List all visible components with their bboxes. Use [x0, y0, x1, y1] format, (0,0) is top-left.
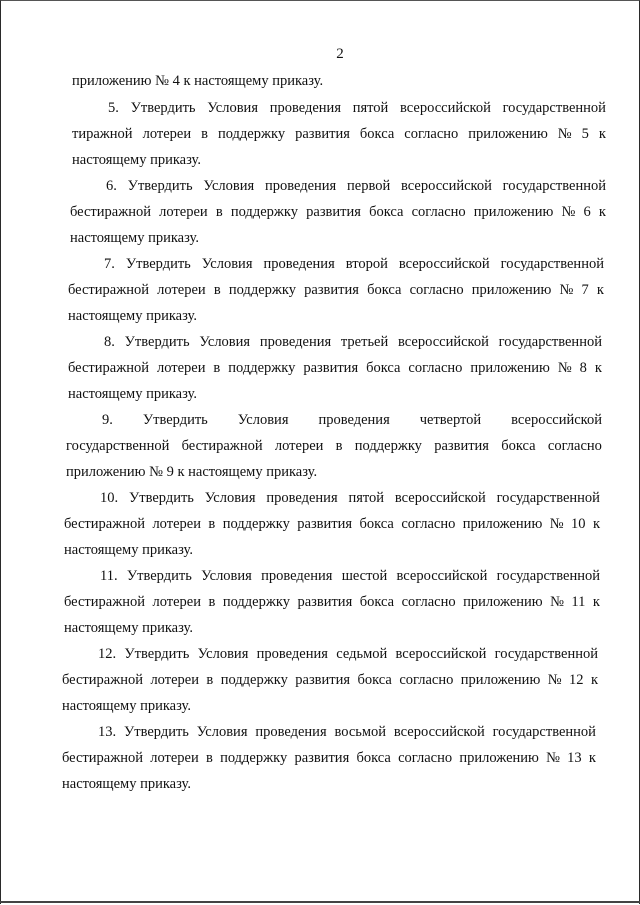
word: всероссийской	[398, 334, 489, 350]
word: Условия	[196, 724, 248, 740]
word: в	[208, 594, 216, 610]
paragraph-line	[64, 563, 600, 589]
paragraph-last-line: настоящему приказу.	[64, 620, 193, 636]
word: лотереи	[152, 594, 201, 610]
word: 12	[569, 672, 584, 688]
intro-line: приложению № 4 к настоящему приказу.	[72, 73, 324, 89]
word: приложению	[459, 750, 539, 766]
word: лотереи	[150, 672, 199, 688]
word: к	[592, 594, 600, 610]
paragraph-line	[66, 433, 602, 459]
word: Утвердить	[130, 100, 196, 116]
word: приложению	[460, 672, 541, 688]
paragraph-line	[72, 95, 606, 121]
word: к	[598, 126, 606, 142]
word: лотереи	[159, 204, 208, 220]
word: бокса	[357, 672, 392, 688]
numbered-paragraph	[64, 563, 600, 641]
word: Условия	[199, 334, 251, 350]
word: бестиражной	[62, 672, 143, 688]
word: проведения	[264, 178, 337, 194]
word: лотереи	[156, 360, 206, 376]
word: 11	[571, 594, 586, 610]
numbered-paragraph	[72, 95, 606, 173]
word: Условия	[204, 490, 256, 506]
word: всероссийской	[394, 490, 486, 506]
word: Условия	[201, 256, 253, 272]
paragraph-number: 11.	[100, 568, 118, 584]
word: 5	[581, 126, 589, 142]
word: бокса	[501, 438, 536, 454]
word: бестиражной	[68, 282, 149, 298]
word: бокса	[356, 750, 391, 766]
numbered-paragraph	[70, 173, 606, 251]
word: согласно	[409, 282, 464, 298]
word: проведения	[269, 100, 341, 116]
word: в	[205, 750, 213, 766]
word: поддержку	[228, 282, 296, 298]
paragraph-line	[62, 745, 596, 771]
word: четвертой	[419, 412, 482, 428]
word: Утвердить	[126, 568, 192, 584]
word: №	[550, 594, 564, 610]
word: проведения	[266, 490, 338, 506]
word: Утвердить	[142, 412, 208, 428]
word: лотереи	[274, 438, 324, 454]
paragraph-last-line: настоящему приказу.	[70, 230, 199, 246]
numbered-paragraph	[64, 485, 600, 563]
word: 6	[583, 204, 591, 220]
word: поддержку	[228, 360, 296, 376]
paragraph-last-line: настоящему приказу.	[64, 542, 193, 558]
paragraph-line	[68, 355, 602, 381]
word: государственной	[502, 100, 606, 116]
word: государственной	[496, 490, 600, 506]
word: шестой	[341, 568, 388, 584]
paragraph-line	[64, 511, 600, 537]
word: Утвердить	[128, 490, 194, 506]
word: 8	[579, 360, 587, 376]
word: всероссийской	[400, 100, 491, 116]
word: Условия	[197, 646, 249, 662]
word: к	[592, 516, 600, 532]
word: согласно	[398, 750, 453, 766]
word: приложению	[462, 516, 543, 532]
paragraph-last-line: настоящему приказу.	[62, 698, 191, 714]
word: к	[598, 204, 606, 220]
word: развития	[297, 516, 353, 532]
word: №	[557, 126, 572, 142]
word: государственной	[502, 178, 606, 194]
word: 10	[571, 516, 586, 532]
numbered-paragraph	[68, 329, 602, 407]
word: всероссийской	[398, 256, 490, 272]
word: развития	[434, 438, 489, 454]
paragraph-line	[62, 641, 598, 667]
paragraph-line	[68, 277, 604, 303]
word: поддержку	[354, 438, 422, 454]
word: пятой	[352, 100, 389, 116]
word: бокса	[367, 282, 402, 298]
word: согласно	[411, 204, 466, 220]
paragraph-number: 6.	[106, 178, 117, 194]
word: №	[559, 282, 574, 298]
word: третьей	[340, 334, 389, 350]
word: Утвердить	[123, 724, 189, 740]
paragraph-last-line: настоящему приказу.	[68, 386, 197, 402]
paragraph-line	[64, 485, 600, 511]
word: приложению	[470, 360, 550, 376]
paragraph-line	[66, 407, 602, 433]
word: согласно	[408, 360, 463, 376]
word: №	[561, 204, 576, 220]
word: всероссийской	[396, 568, 488, 584]
word: развития	[297, 594, 353, 610]
paragraph-number: 10.	[100, 490, 119, 506]
word: в	[213, 282, 221, 298]
word: согласно	[401, 594, 456, 610]
word: второй	[345, 256, 388, 272]
word: Утвердить	[125, 256, 191, 272]
word: государственной	[492, 724, 596, 740]
word: в	[335, 438, 343, 454]
word: лотереи	[142, 126, 192, 142]
word: поддержку	[220, 672, 288, 688]
numbered-paragraph	[66, 407, 602, 485]
paragraph-last-line: настоящему приказу.	[62, 776, 191, 792]
word: государственной	[498, 334, 602, 350]
word: Условия	[207, 100, 258, 116]
word: поддержку	[230, 204, 298, 220]
word: государственной	[500, 256, 604, 272]
word: в	[215, 204, 223, 220]
word: Утвердить	[124, 334, 190, 350]
word: бокса	[359, 516, 394, 532]
word: поддержку	[220, 750, 288, 766]
word: развития	[303, 360, 359, 376]
word: 7	[581, 282, 589, 298]
word: 13	[567, 750, 582, 766]
word: в	[201, 126, 208, 142]
paragraph-last-line: настоящему приказу.	[68, 308, 197, 324]
word: №	[547, 672, 562, 688]
paragraph-line	[64, 589, 600, 615]
word: бестиражной	[181, 438, 263, 454]
paragraph-number: 13.	[98, 724, 117, 740]
word: тиражной	[72, 126, 133, 142]
word: развития	[295, 126, 350, 142]
word: в	[208, 516, 216, 532]
word: бестиражной	[64, 516, 145, 532]
word: развития	[294, 750, 350, 766]
word: государственной	[496, 568, 600, 584]
word: бестиражной	[68, 360, 149, 376]
word: Условия	[203, 178, 255, 194]
word: всероссийской	[511, 412, 602, 428]
paragraph-number: 5.	[108, 100, 119, 116]
word: согласно	[399, 672, 454, 688]
word: всероссийской	[393, 724, 485, 740]
paragraph-line	[70, 173, 606, 199]
word: №	[546, 750, 560, 766]
word: №	[557, 360, 572, 376]
word: развития	[306, 204, 361, 220]
word: к	[588, 750, 596, 766]
word: развития	[304, 282, 359, 298]
word: Условия	[201, 568, 252, 584]
word: государственной	[66, 438, 170, 454]
word: бестиражной	[62, 750, 143, 766]
word: согласно	[401, 516, 456, 532]
paragraph-line	[70, 199, 606, 225]
word: к	[594, 360, 602, 376]
word: бестиражной	[70, 204, 151, 220]
numbered-paragraph	[62, 641, 598, 719]
word: приложению	[471, 282, 552, 298]
word: бокса	[366, 360, 401, 376]
paragraph-line	[72, 121, 606, 147]
word: Условия	[237, 412, 289, 428]
paragraph-line	[68, 251, 604, 277]
word: в	[213, 360, 221, 376]
word: проведения	[318, 412, 390, 428]
numbered-paragraph	[68, 251, 604, 329]
paragraph-line	[62, 719, 596, 745]
word: проведения	[261, 568, 333, 584]
word: бокса	[369, 204, 404, 220]
word: бестиражной	[64, 594, 145, 610]
word: развития	[295, 672, 351, 688]
word: проведения	[263, 256, 335, 272]
word: согласно	[547, 438, 602, 454]
word: согласно	[404, 126, 459, 142]
word: седьмой	[336, 646, 388, 662]
page-bottom-edge	[0, 901, 640, 903]
word: поддержку	[222, 516, 290, 532]
paragraph-last-line: настоящему приказу.	[72, 152, 201, 168]
word: государственной	[494, 646, 598, 662]
word: лотереи	[152, 516, 201, 532]
word: пятой	[348, 490, 385, 506]
word: восьмой	[334, 724, 387, 740]
paragraph-line	[62, 667, 598, 693]
paragraph-last-line: приложению № 9 к настоящему приказу.	[66, 464, 318, 480]
word: лотереи	[150, 750, 199, 766]
word: всероссийской	[395, 646, 487, 662]
paragraph-number: 9.	[102, 412, 113, 428]
word: лотереи	[157, 282, 206, 298]
word: приложению	[473, 204, 554, 220]
word: проведения	[256, 646, 328, 662]
numbered-paragraph	[62, 719, 596, 797]
word: к	[590, 672, 598, 688]
word: к	[596, 282, 604, 298]
word: Утвердить	[124, 646, 190, 662]
word: №	[549, 516, 564, 532]
word: всероссийской	[401, 178, 492, 194]
word: приложению	[463, 594, 543, 610]
word: в	[206, 672, 214, 688]
paragraph-line	[68, 329, 602, 355]
word: первой	[347, 178, 391, 194]
word: бокса	[359, 126, 395, 142]
word: бокса	[359, 594, 395, 610]
paragraph-number: 12.	[98, 646, 117, 662]
paragraph-number: 8.	[104, 334, 115, 350]
paragraph-number: 7.	[104, 256, 115, 272]
word: приложению	[468, 126, 548, 142]
page-number: 2	[336, 46, 344, 62]
word: поддержку	[217, 126, 286, 142]
word: поддержку	[222, 594, 290, 610]
word: проведения	[255, 724, 327, 740]
word: проведения	[259, 334, 332, 350]
word: Утвердить	[127, 178, 193, 194]
